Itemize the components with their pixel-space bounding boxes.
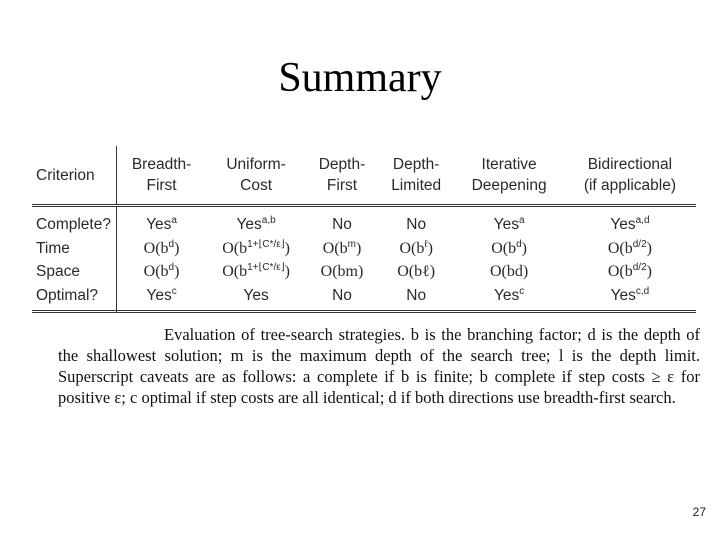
table-cell: [564, 261, 696, 285]
slide-title: Summary: [278, 55, 442, 101]
table-cell: [564, 284, 696, 312]
cell-superscript: c: [171, 285, 177, 297]
cell-superscript: d/2: [632, 262, 647, 274]
header-uniform-cost: [206, 146, 306, 206]
table-cell: [378, 284, 454, 312]
cell-value: O(b: [222, 263, 248, 281]
header-breadth-first: [117, 146, 207, 206]
table-row: [32, 284, 696, 312]
cell-superscript: a: [171, 214, 177, 226]
cell-superscript: d/2: [632, 238, 647, 250]
cell-superscript: a: [518, 214, 525, 226]
cell-superscript: 1+⌊C*/ε⌋: [247, 238, 285, 250]
header-label: Uniform-: [226, 156, 286, 173]
header-label: First: [146, 177, 177, 194]
cell-value: O(bℓ): [397, 263, 436, 281]
header-label: Limited: [391, 177, 442, 194]
table-cell: [454, 284, 563, 312]
table-cell: [306, 284, 378, 312]
header-label: (if applicable): [583, 177, 676, 194]
table-cell: [206, 206, 306, 238]
cell-value: O(b: [222, 239, 248, 257]
cell-superscript: 1+⌊C*/ε⌋: [247, 262, 285, 274]
row-criterion: Optimal?: [32, 284, 117, 312]
cell-value-suffix: ): [355, 239, 362, 257]
header-label: Bidirectional: [587, 156, 673, 173]
row-criterion: Complete?: [32, 206, 117, 238]
cell-value-suffix: ): [284, 239, 290, 257]
table-bottom-rule: [32, 310, 696, 313]
page-number: 27: [692, 505, 706, 519]
table-row: [32, 206, 696, 238]
cell-value: No: [332, 286, 352, 304]
cell-value: O(b: [143, 239, 169, 257]
cell-superscript: a,b: [261, 214, 276, 226]
cell-superscript: m: [347, 238, 356, 250]
figure-caption: [58, 324, 700, 408]
table-cell: [117, 284, 207, 312]
table-cell: [206, 237, 306, 261]
cell-superscript: c,d: [635, 285, 650, 297]
table-cell: [378, 206, 454, 238]
cell-superscript: d: [168, 262, 175, 274]
caption-text: Evaluation of tree-search strategies. b is the branching factor; d is the depth of the shallowest solution; m is the maximum depth of the search tree; l is the depth limit. Superscript caveats are as follows: a complete if b is finite; b complete if step costs ≥ ε for positive ε; c optimal if step costs are all identical; d if both directions use breadth-first search.: [58, 325, 700, 407]
cell-superscript: c: [519, 285, 525, 297]
search-strategy-summary-table: [32, 146, 696, 312]
cell-value-suffix: ): [174, 239, 180, 257]
header-label: Breadth-: [131, 156, 192, 173]
cell-value: O(b: [399, 239, 425, 257]
header-iterative-deepening: [454, 146, 563, 206]
cell-value-suffix: ): [174, 263, 180, 281]
cell-value: O(bd): [490, 263, 529, 281]
header-bidirectional: [564, 146, 696, 206]
cell-value: No: [332, 216, 352, 233]
cell-value: O(b: [607, 239, 633, 257]
cell-value-suffix: ): [284, 263, 290, 281]
cell-value: O(b: [143, 263, 169, 281]
header-label: Cost: [240, 177, 273, 194]
table-cell: [206, 261, 306, 285]
table-cell: [206, 284, 306, 312]
scanned-textbook-figure: [32, 146, 700, 422]
table-cell: [378, 261, 454, 285]
cell-superscript: a,d: [635, 214, 650, 226]
table-cell: [454, 261, 563, 285]
cell-value: Yes: [243, 286, 269, 304]
table-row: [32, 261, 696, 285]
cell-value: Yes: [610, 216, 636, 233]
cell-superscript: d: [168, 238, 175, 250]
cell-value: Yes: [493, 286, 520, 304]
table-cell: [306, 261, 378, 285]
table-cell: [306, 206, 378, 238]
cell-superscript: d: [516, 238, 522, 250]
table-row: [32, 237, 696, 261]
table-cell: [306, 237, 378, 261]
cell-value: O(b: [322, 239, 348, 257]
header-criterion: [32, 146, 117, 206]
cell-value: O(b: [607, 263, 633, 281]
cell-value: Yes: [610, 286, 636, 304]
header-depth-first: [306, 146, 378, 206]
header-label: Iterative: [481, 156, 537, 173]
table-cell: [117, 261, 207, 285]
cell-value: Yes: [493, 216, 519, 233]
table-header-row: [32, 146, 696, 206]
header-label: First: [326, 177, 358, 194]
cell-value: No: [406, 216, 427, 233]
cell-value: No: [406, 286, 427, 304]
table-cell: [564, 206, 696, 238]
cell-value: O(bm): [320, 263, 364, 281]
cell-value: Yes: [236, 216, 262, 233]
cell-value-suffix: ): [646, 263, 652, 281]
cell-superscript: ℓ: [424, 238, 428, 250]
cell-value: Yes: [146, 216, 172, 233]
table-cell: [378, 237, 454, 261]
cell-value-suffix: ): [427, 239, 433, 257]
table-body: [32, 206, 696, 312]
table-cell: [117, 237, 207, 261]
header-label: Criterion: [36, 166, 95, 184]
cell-value: Yes: [146, 286, 172, 304]
table-cell: [454, 237, 563, 261]
header-label: Depth-: [318, 156, 366, 173]
row-criterion: Space: [32, 261, 117, 285]
table-cell: [564, 237, 696, 261]
cell-value-suffix: ): [521, 239, 527, 257]
cell-value-suffix: ): [646, 239, 652, 257]
cell-value: O(b: [491, 239, 517, 257]
header-depth-limited: [378, 146, 454, 206]
table-cell: [117, 206, 207, 238]
header-label: Depth-: [392, 156, 440, 173]
row-criterion: Time: [32, 237, 117, 261]
header-label: Deepening: [471, 177, 547, 194]
table-cell: [454, 206, 563, 238]
